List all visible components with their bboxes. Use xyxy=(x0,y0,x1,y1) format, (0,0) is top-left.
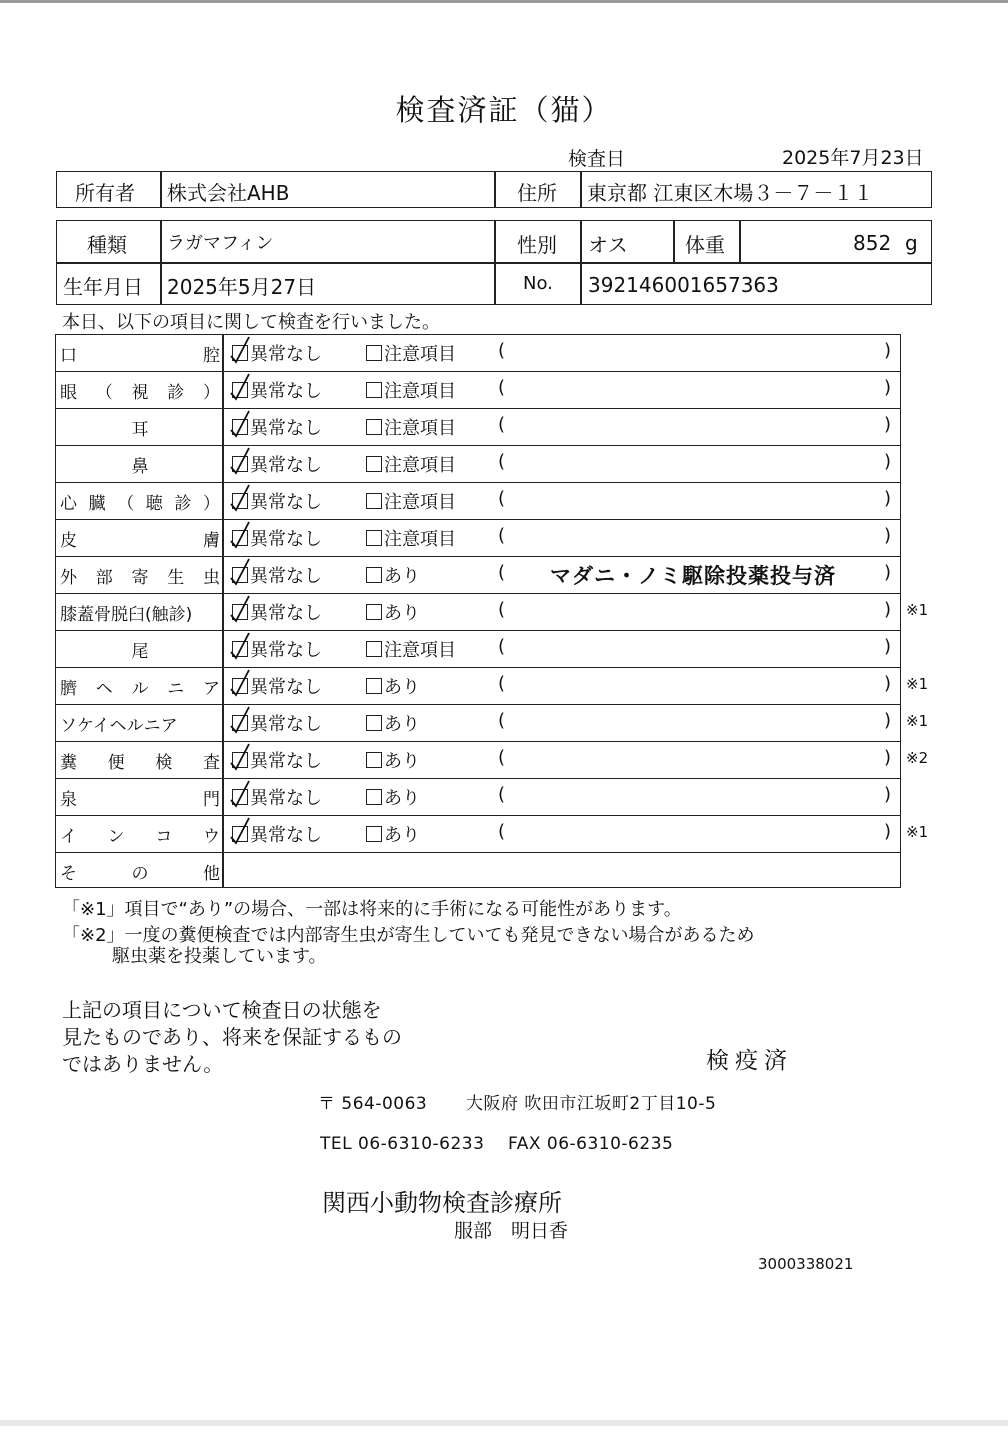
note-paren-close: ) xyxy=(884,562,892,583)
option-normal-checkbox[interactable] xyxy=(232,525,322,551)
row-label-part: ソケイヘルニア xyxy=(60,716,178,736)
row-label-part: の xyxy=(131,864,149,884)
note-paren-close: ) xyxy=(884,340,892,361)
row-label-part: 心 xyxy=(60,494,77,514)
disclaimer-line-2: 見たものであり、将来を保証するもの xyxy=(62,1025,402,1049)
row-label xyxy=(60,748,220,773)
row-label-part: 寄 xyxy=(131,568,149,588)
checkbox-icon xyxy=(366,826,382,842)
owner-address-box xyxy=(56,171,932,208)
option-normal-checkbox[interactable] xyxy=(232,673,322,699)
row-label xyxy=(60,859,220,884)
table-row xyxy=(55,371,901,408)
row-label xyxy=(60,822,220,847)
row-label-part: 視 xyxy=(131,383,149,403)
weight-unit: g xyxy=(905,231,918,255)
doctor-name: 服部 明日香 xyxy=(454,1220,569,1242)
note-paren-open: ( xyxy=(498,821,506,842)
option-normal-checkbox[interactable] xyxy=(232,488,322,514)
row-label-part: 外 xyxy=(60,568,77,588)
row-label-part: そ xyxy=(60,864,77,884)
table-row xyxy=(55,408,901,445)
option-normal-label: 異常なし xyxy=(250,751,322,772)
table-row xyxy=(55,852,901,888)
option-attention-checkbox[interactable] xyxy=(366,784,420,810)
option-attention-label: 注意項目 xyxy=(384,529,456,550)
checkbox-icon xyxy=(366,789,382,805)
row-label-part: 部 xyxy=(95,568,113,588)
checkbox-icon xyxy=(232,752,248,768)
option-normal-checkbox[interactable] xyxy=(232,784,322,810)
row-label-part: ウ xyxy=(202,827,220,847)
option-normal-checkbox[interactable] xyxy=(232,340,322,366)
row-label-part: 検 xyxy=(155,753,173,773)
table-row xyxy=(55,815,929,852)
row-label-part: 臓 xyxy=(88,494,106,514)
option-normal-label: 異常なし xyxy=(250,492,322,513)
checkbox-icon xyxy=(366,567,382,583)
note-paren-close: ) xyxy=(884,488,892,509)
row-label xyxy=(60,489,220,514)
row-label-part: 聴 xyxy=(145,494,163,514)
note-paren-close: ) xyxy=(884,599,892,620)
checkbox-icon xyxy=(232,604,248,620)
option-attention-label: 注意項目 xyxy=(384,492,456,513)
row-label-part: 虫 xyxy=(203,568,220,588)
option-attention-label: あり xyxy=(384,751,420,772)
option-attention-checkbox[interactable] xyxy=(366,821,420,847)
option-normal-checkbox[interactable] xyxy=(232,451,322,477)
owner-label: 所有者 xyxy=(75,181,135,205)
checkbox-icon xyxy=(232,530,248,546)
row-label xyxy=(60,563,220,588)
row-label-part: 膚 xyxy=(203,531,220,551)
address-label: 住所 xyxy=(517,181,557,205)
option-normal-label: 異常なし xyxy=(250,529,322,550)
address-value: 東京都 江東区木場３－７－１１ xyxy=(587,181,874,205)
option-normal-label: 異常なし xyxy=(250,677,322,698)
option-normal-label: 異常なし xyxy=(250,714,322,735)
option-normal-label: 異常なし xyxy=(250,418,322,439)
footnote-mark: ※1 xyxy=(906,601,929,619)
option-normal-checkbox[interactable] xyxy=(232,599,322,625)
table-row xyxy=(55,593,929,630)
note-paren-close: ) xyxy=(884,414,892,435)
breed-value: ラガマフィン xyxy=(167,233,274,254)
sex-value: オス xyxy=(588,233,628,257)
option-normal-label: 異常なし xyxy=(250,603,322,624)
footnote-mark: ※1 xyxy=(906,712,929,730)
option-attention-label: 注意項目 xyxy=(384,455,456,476)
option-normal-checkbox[interactable] xyxy=(232,414,322,440)
weight-label: 体重 xyxy=(685,233,725,257)
checkbox-icon xyxy=(366,641,382,657)
table-row xyxy=(55,482,901,519)
note-paren-close: ) xyxy=(884,821,892,842)
row-label-part: 口 xyxy=(60,346,77,366)
note-paren-open: ( xyxy=(498,340,506,361)
option-attention-checkbox[interactable] xyxy=(366,488,456,514)
clinic-address: 大阪府 吹田市江坂町2丁目10-5 xyxy=(466,1094,717,1114)
row-label-part: 他 xyxy=(203,864,220,884)
note-paren-close: ) xyxy=(884,710,892,731)
option-attention-label: あり xyxy=(384,603,420,624)
row-label-part: ニ xyxy=(167,679,185,699)
table-row xyxy=(55,667,929,704)
note-paren-close: ) xyxy=(884,636,892,657)
row-label-part: 糞 xyxy=(60,753,77,773)
option-attention-checkbox[interactable] xyxy=(366,340,456,366)
table-row xyxy=(55,630,901,667)
exam-date-value: 2025年7月23日 xyxy=(782,147,924,169)
birth-label: 生年月日 xyxy=(63,275,143,299)
row-label-part: 尾 xyxy=(131,642,149,662)
row-label-part: 膝蓋骨脱臼(触診) xyxy=(60,605,193,625)
option-attention-label: あり xyxy=(384,714,420,735)
row-label xyxy=(60,378,220,403)
option-attention-checkbox[interactable] xyxy=(366,636,456,662)
checkbox-icon xyxy=(366,345,382,361)
checkbox-icon xyxy=(232,382,248,398)
row-label-part: 鼻 xyxy=(131,457,149,477)
option-attention-label: あり xyxy=(384,677,420,698)
note-paren-open: ( xyxy=(498,451,506,472)
table-row xyxy=(55,519,901,556)
note-paren-close: ) xyxy=(884,747,892,768)
postal-code: 〒 564-0063 xyxy=(318,1094,428,1114)
note-paren-open: ( xyxy=(498,562,506,583)
row-label xyxy=(60,711,220,736)
row-label-part: 臍 xyxy=(60,679,77,699)
checkbox-icon xyxy=(366,752,382,768)
note-paren-close: ) xyxy=(884,377,892,398)
table-row xyxy=(55,556,901,593)
option-normal-label: 異常なし xyxy=(250,825,322,846)
exam-check-table xyxy=(55,334,929,888)
clinic-fax: FAX 06-6310-6235 xyxy=(508,1134,674,1154)
checkbox-icon xyxy=(232,789,248,805)
checkbox-icon xyxy=(366,678,382,694)
checkbox-icon xyxy=(366,715,382,731)
option-attention-checkbox[interactable] xyxy=(366,525,456,551)
option-normal-checkbox[interactable] xyxy=(232,636,322,662)
row-label-part: イ xyxy=(60,827,77,847)
option-normal-label: 異常なし xyxy=(250,640,322,661)
option-attention-label: 注意項目 xyxy=(384,381,456,402)
checkbox-icon xyxy=(232,826,248,842)
row-label xyxy=(60,674,220,699)
note-paren-close: ) xyxy=(884,451,892,472)
option-attention-checkbox[interactable] xyxy=(366,673,420,699)
row-label-part: 眼 xyxy=(60,383,77,403)
row-label-part: ン xyxy=(107,827,125,847)
row-label-part: （ xyxy=(95,383,113,403)
option-attention-checkbox[interactable] xyxy=(366,599,420,625)
footnote-1: 「※1」項目で“あり”の場合、一部は将来的に手術になる可能性があります。 xyxy=(62,899,682,920)
option-normal-checkbox[interactable] xyxy=(232,710,322,736)
note-paren-close: ) xyxy=(884,525,892,546)
row-label-part: ル xyxy=(131,679,149,699)
checkbox-icon xyxy=(232,715,248,731)
option-attention-checkbox[interactable] xyxy=(366,414,456,440)
note-paren-open: ( xyxy=(498,747,506,768)
note-paren-open: ( xyxy=(498,377,506,398)
checkbox-icon xyxy=(232,419,248,435)
note-paren-close: ) xyxy=(884,673,892,694)
option-attention-label: あり xyxy=(384,825,420,846)
option-normal-label: 異常なし xyxy=(250,455,322,476)
row-label-part: コ xyxy=(155,827,173,847)
note-paren-open: ( xyxy=(498,414,506,435)
checkbox-icon xyxy=(366,604,382,620)
option-normal-checkbox[interactable] xyxy=(232,821,322,847)
pet-info-box xyxy=(56,220,932,305)
checkbox-icon xyxy=(232,678,248,694)
table-row xyxy=(55,445,901,482)
option-normal-checkbox[interactable] xyxy=(232,377,322,403)
option-normal-label: 異常なし xyxy=(250,788,322,809)
row-label xyxy=(60,415,220,440)
document-number: 3000338021 xyxy=(758,1255,854,1273)
disclaimer-line-3: ではありません。 xyxy=(62,1052,224,1076)
row-label-part: ） xyxy=(202,494,220,514)
note-paren-open: ( xyxy=(498,710,506,731)
option-attention-label: 注意項目 xyxy=(384,418,456,439)
checkbox-icon xyxy=(366,419,382,435)
row-label-part: 腔 xyxy=(203,346,220,366)
table-row xyxy=(55,334,901,371)
row-label xyxy=(60,600,220,625)
page-title: 検査済証（猫） xyxy=(395,93,613,127)
option-attention-checkbox[interactable] xyxy=(366,562,420,588)
footnote-2-line-1: 「※2」一度の糞便検査では内部寄生虫が寄生していても発見できない場合があるため xyxy=(62,925,755,946)
note-paren-open: ( xyxy=(498,673,506,694)
option-normal-label: 異常なし xyxy=(250,381,322,402)
option-attention-checkbox[interactable] xyxy=(366,710,420,736)
row-label xyxy=(60,785,220,810)
row-note: マダニ・ノミ駆除投薬投与済 xyxy=(550,564,836,588)
row-label-part: 耳 xyxy=(131,420,149,440)
row-label-part: ヘ xyxy=(95,679,113,699)
option-attention-checkbox[interactable] xyxy=(366,451,456,477)
row-label xyxy=(60,637,220,662)
quarantine-stamp: 検疫済 xyxy=(706,1048,793,1074)
footnote-mark: ※2 xyxy=(906,749,929,767)
number-value: 392146001657363 xyxy=(588,273,779,297)
row-label-part: 診 xyxy=(174,494,192,514)
footnote-mark: ※1 xyxy=(906,675,929,693)
table-row xyxy=(55,704,929,741)
birth-value: 2025年5月27日 xyxy=(167,275,317,299)
scan-bottom-edge xyxy=(0,1420,1008,1426)
row-label-part: 診 xyxy=(167,383,185,403)
option-normal-checkbox[interactable] xyxy=(232,747,322,773)
row-label-part: 査 xyxy=(202,753,220,773)
option-attention-label: 注意項目 xyxy=(384,640,456,661)
option-attention-checkbox[interactable] xyxy=(366,747,420,773)
checkbox-icon xyxy=(232,567,248,583)
option-attention-checkbox[interactable] xyxy=(366,377,456,403)
row-label-part: 便 xyxy=(107,753,125,773)
row-label-part: ア xyxy=(203,679,220,699)
note-paren-open: ( xyxy=(498,599,506,620)
row-label xyxy=(60,452,220,477)
row-label-part: 門 xyxy=(203,790,220,810)
disclaimer-line-1: 上記の項目について検査日の状態を xyxy=(62,998,382,1022)
note-paren-open: ( xyxy=(498,525,506,546)
checkbox-icon xyxy=(366,382,382,398)
row-label xyxy=(60,526,220,551)
checkbox-icon xyxy=(232,345,248,361)
checkbox-icon xyxy=(232,493,248,509)
note-paren-open: ( xyxy=(498,488,506,509)
scan-top-edge xyxy=(0,0,1008,3)
footnote-mark: ※1 xyxy=(906,823,929,841)
table-row xyxy=(55,778,901,815)
option-normal-checkbox[interactable] xyxy=(232,562,322,588)
exam-date-label: 検査日 xyxy=(568,148,626,170)
row-label-part: 皮 xyxy=(60,531,77,551)
clinic-tel: TEL 06-6310-6233 xyxy=(320,1134,485,1154)
note-paren-open: ( xyxy=(498,784,506,805)
checkbox-icon xyxy=(366,456,382,472)
checkbox-icon xyxy=(232,641,248,657)
footnote-2-line-2: 駆虫薬を投薬しています。 xyxy=(112,946,327,967)
owner-value: 株式会社AHB xyxy=(167,181,290,205)
table-row xyxy=(55,741,929,778)
checkbox-icon xyxy=(366,530,382,546)
row-label xyxy=(60,341,220,366)
row-label-part: ） xyxy=(203,383,220,403)
number-label: No. xyxy=(523,273,553,294)
weight-value: 852 xyxy=(853,231,892,255)
option-attention-label: あり xyxy=(384,566,420,587)
row-label-part: （ xyxy=(117,494,135,514)
checkbox-icon xyxy=(232,456,248,472)
sex-label: 性別 xyxy=(517,233,557,257)
clinic-name: 関西小動物検査診療所 xyxy=(322,1189,562,1217)
option-normal-label: 異常なし xyxy=(250,566,322,587)
option-attention-label: あり xyxy=(384,788,420,809)
exam-intro-text: 本日、以下の項目に関して検査を行いました。 xyxy=(62,312,440,333)
note-paren-open: ( xyxy=(498,636,506,657)
breed-label: 種類 xyxy=(87,233,127,257)
row-label-part: 生 xyxy=(167,568,185,588)
option-attention-label: 注意項目 xyxy=(384,344,456,365)
note-paren-close: ) xyxy=(884,784,892,805)
option-normal-label: 異常なし xyxy=(250,344,322,365)
row-label-part: 泉 xyxy=(60,790,77,810)
checkbox-icon xyxy=(366,493,382,509)
